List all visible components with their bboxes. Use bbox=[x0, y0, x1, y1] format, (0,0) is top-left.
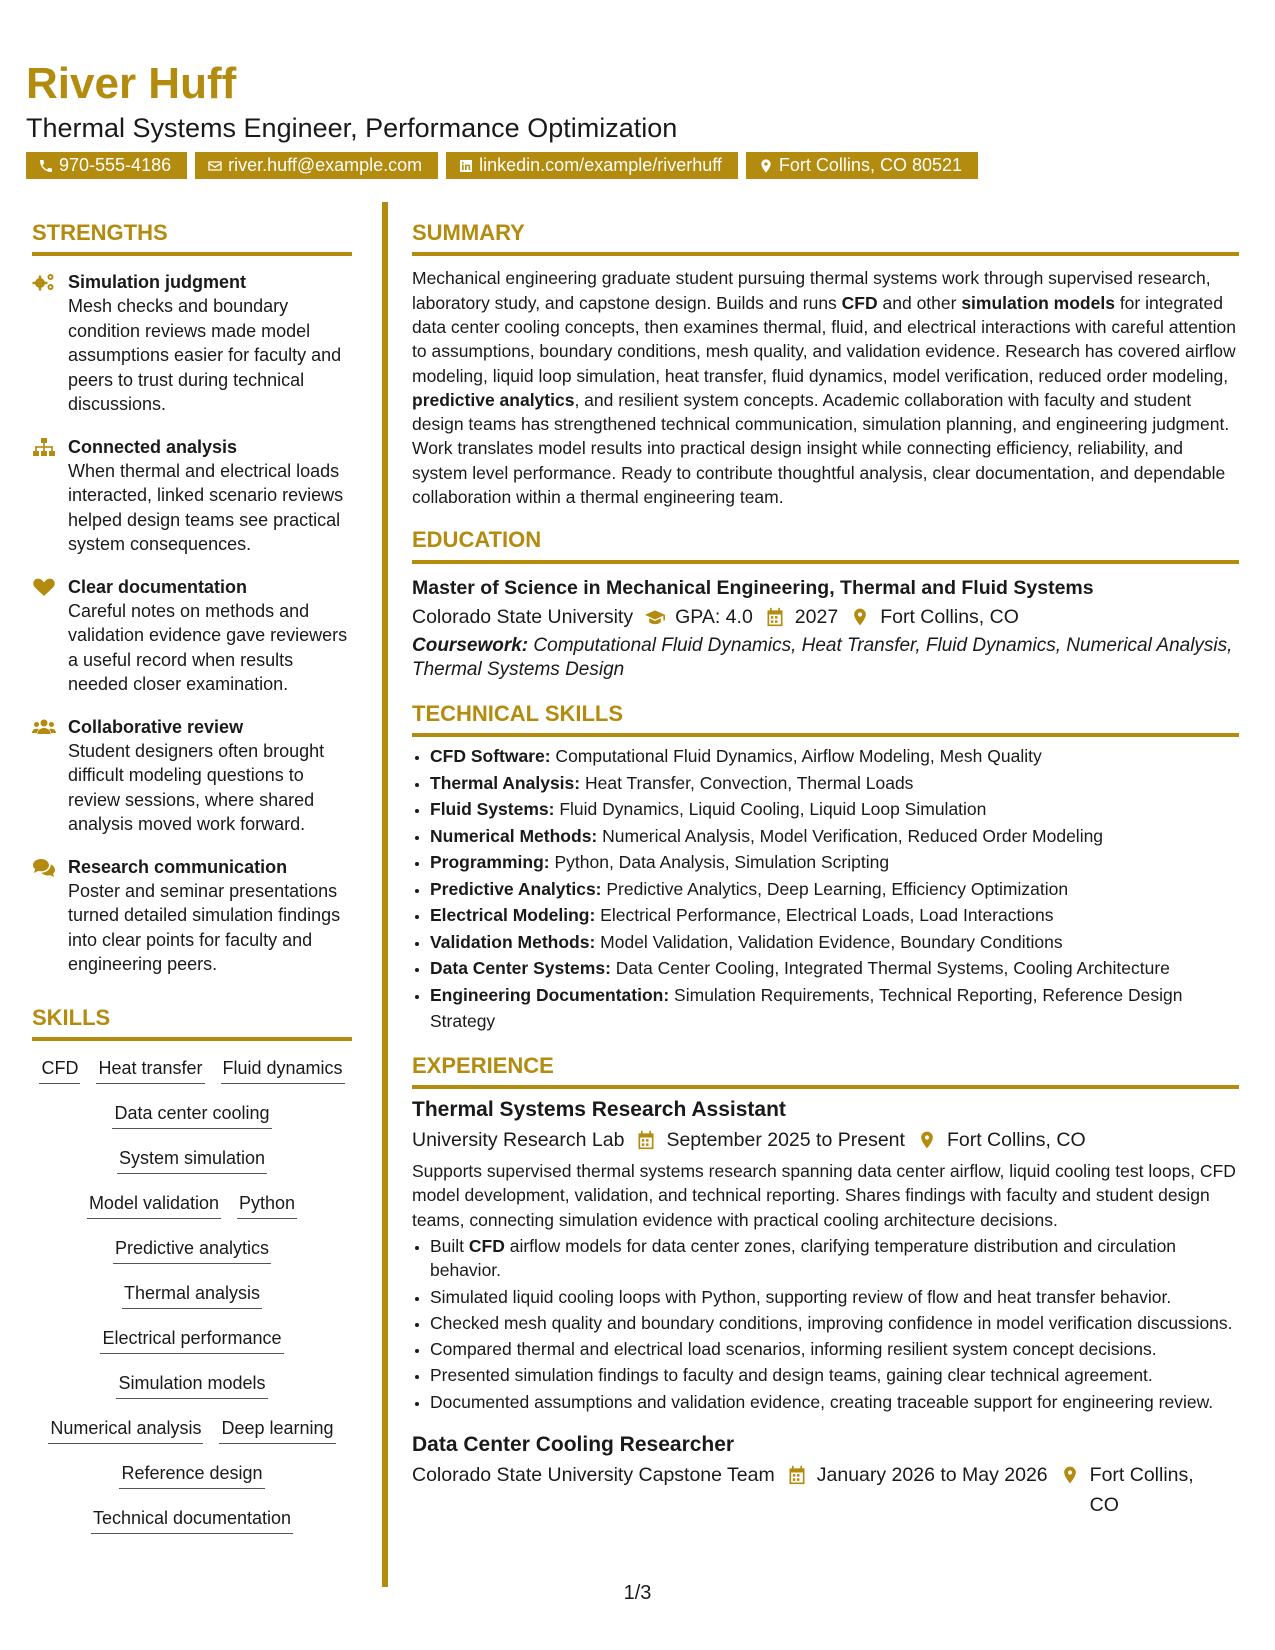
contact-bar bbox=[26, 152, 978, 179]
summary-part: , and resilient system concepts. Academic collaboration with faculty and student design teams has strengthened technical communication, simulation planning, and engineering judgment. Work translates model results into practical design insight while connecting efficiency, reliability, and system level performance. Ready to contribute thoughtful analysis, clear documentation, and dependable collaboration within a thermal engineering team. bbox=[412, 389, 1230, 508]
job-bullets bbox=[412, 1234, 1239, 1414]
technical-skill-label: Validation Methods: bbox=[430, 931, 596, 952]
skills-tags bbox=[32, 1055, 352, 1550]
degree-title: Master of Science in Mechanical Engineering, Thermal and Fluid Systems bbox=[412, 576, 1094, 599]
location-chip[interactable] bbox=[746, 152, 978, 179]
linkedin-chip[interactable] bbox=[446, 152, 738, 179]
skill-tag: Deep learning bbox=[219, 1415, 335, 1444]
skills-row bbox=[32, 1460, 352, 1505]
skill-tag: System simulation bbox=[117, 1145, 267, 1174]
summary-bold: CFD bbox=[841, 292, 878, 313]
job-bullet: • Presented simulation findings to faculty and design teams, gaining clear technical agreement. bbox=[430, 1363, 1239, 1387]
skill-tag: Reference design bbox=[119, 1460, 264, 1489]
job-org: Colorado State University Capstone Team bbox=[412, 1464, 775, 1486]
skill-tag: Simulation models bbox=[116, 1370, 267, 1399]
technical-skill-label: Data Center Systems: bbox=[430, 958, 611, 979]
linkedin-icon bbox=[458, 158, 474, 174]
summary-part: and other bbox=[877, 292, 962, 313]
summary-bold: simulation models bbox=[961, 292, 1115, 313]
technical-skill-value: Python, Data Analysis, Simulation Scripting bbox=[549, 852, 890, 873]
technical-skill-label: Predictive Analytics: bbox=[430, 878, 602, 899]
experience-heading: EXPERIENCE bbox=[412, 1053, 1239, 1089]
strength-title: Research communication bbox=[68, 856, 288, 877]
strength-item bbox=[32, 435, 352, 557]
skill-tag: Electrical performance bbox=[100, 1325, 283, 1354]
school-name: Colorado State University bbox=[412, 605, 634, 628]
gears-icon bbox=[32, 272, 56, 292]
calendar-icon bbox=[636, 1130, 656, 1150]
skill-tag: Data center cooling bbox=[112, 1100, 271, 1129]
skill-tag: Numerical analysis bbox=[48, 1415, 203, 1444]
technical-skill-value: Computational Fluid Dynamics, Airflow Modeling, Mesh Quality bbox=[550, 746, 1042, 767]
technical-skills-heading: TECHNICAL SKILLS bbox=[412, 701, 1239, 737]
map-pin-icon bbox=[917, 1130, 937, 1150]
job-dates: September 2025 to Present bbox=[666, 1129, 905, 1152]
strength-item bbox=[32, 270, 352, 417]
technical-skill-item bbox=[430, 770, 1239, 797]
gpa: GPA: 4.0 bbox=[675, 605, 753, 628]
job-meta-2 bbox=[412, 1460, 1239, 1520]
left-column bbox=[32, 220, 352, 1550]
candidate-name: River Huff bbox=[26, 59, 237, 108]
skills-row bbox=[32, 1370, 352, 1415]
job-meta-1 bbox=[412, 1125, 1239, 1155]
calendar-icon bbox=[765, 607, 785, 627]
education-meta bbox=[412, 602, 1239, 632]
technical-skill-item bbox=[430, 982, 1239, 1035]
strength-item bbox=[32, 855, 352, 977]
job-dates: January 2026 to May 2026 bbox=[816, 1464, 1048, 1486]
job-bullet: • Checked mesh quality and boundary conditions, improving confidence in model verification discussions. bbox=[430, 1311, 1239, 1335]
technical-skill-value: Electrical Performance, Electrical Loads, Load Interactions bbox=[595, 905, 1054, 926]
email-text: river.huff@example.com bbox=[228, 155, 423, 175]
right-column bbox=[412, 220, 1239, 1538]
graduation-cap-icon bbox=[645, 607, 665, 627]
technical-skill-label: CFD Software: bbox=[430, 746, 551, 767]
job-location: Fort Collins, CO bbox=[1089, 1464, 1194, 1516]
skills-row bbox=[32, 1235, 352, 1280]
technical-skill-value: Fluid Dynamics, Liquid Cooling, Liquid Loop Simulation bbox=[554, 799, 987, 820]
skill-tag: Model validation bbox=[87, 1190, 221, 1219]
technical-skill-item bbox=[430, 876, 1239, 903]
strength-desc: Mesh checks and boundary condition reviews made model assumptions easier for faculty and peers to trust during technical discussions. bbox=[68, 296, 342, 415]
job-title: Thermal Systems Engineer, Performance Optimization bbox=[26, 113, 678, 143]
phone-text: 970-555-4186 bbox=[59, 155, 172, 175]
technical-skills-list bbox=[412, 743, 1239, 1035]
map-pin-icon bbox=[758, 158, 774, 174]
technical-skill-value: Numerical Analysis, Model Verification, Reduced Order Modeling bbox=[597, 825, 1104, 846]
strength-title: Simulation judgment bbox=[68, 272, 246, 293]
summary-heading: SUMMARY bbox=[412, 220, 1239, 256]
sitemap-icon bbox=[32, 437, 56, 457]
coursework-label: Coursework: bbox=[412, 634, 529, 656]
location-text: Fort Collins, CO 80521 bbox=[778, 155, 962, 175]
technical-skill-item bbox=[430, 849, 1239, 876]
job-org: University Research Lab bbox=[412, 1129, 625, 1152]
summary-section bbox=[412, 220, 1239, 509]
summary-text bbox=[412, 266, 1239, 509]
summary-part: Mechanical engineering graduate student pursuing thermal systems work through supervised research, laboratory study, and capstone design. Builds and runs bbox=[412, 268, 1211, 313]
technical-skill-label: Engineering Documentation: bbox=[430, 984, 670, 1005]
map-pin-icon bbox=[850, 607, 870, 627]
skills-row bbox=[32, 1190, 352, 1235]
technical-skill-value: Model Validation, Validation Evidence, Boundary Conditions bbox=[595, 931, 1063, 952]
email-chip[interactable] bbox=[195, 152, 438, 179]
technical-skill-item bbox=[430, 743, 1239, 770]
strength-title: Collaborative review bbox=[68, 716, 244, 737]
education-location: Fort Collins, CO bbox=[880, 605, 1019, 628]
job-bullet: • Simulated liquid cooling loops with Python, supporting review of flow and heat transfer behavior. bbox=[430, 1285, 1239, 1309]
skill-tag: Python bbox=[237, 1190, 297, 1219]
technical-skills-section bbox=[412, 701, 1239, 1035]
technical-skill-item bbox=[430, 955, 1239, 982]
skills-row bbox=[32, 1505, 352, 1550]
calendar-icon bbox=[787, 1465, 807, 1485]
skill-tag: CFD bbox=[39, 1055, 80, 1084]
strength-desc: Careful notes on methods and validation evidence gave reviewers a useful record when results needed closer examination. bbox=[68, 600, 348, 695]
phone-icon bbox=[38, 158, 54, 174]
skills-row bbox=[32, 1415, 352, 1460]
skills-heading: SKILLS bbox=[32, 1005, 352, 1041]
skills-row bbox=[32, 1055, 352, 1100]
map-pin-icon bbox=[1060, 1465, 1080, 1485]
bullet-part: airflow models for data center zones, clarifying temperature distribution and circulation behavior. bbox=[430, 1235, 1177, 1281]
skill-tag: Technical documentation bbox=[91, 1505, 293, 1534]
strength-item bbox=[32, 575, 352, 697]
bullet-part: Built bbox=[430, 1235, 469, 1256]
job-title-1: Thermal Systems Research Assistant bbox=[412, 1098, 786, 1122]
coursework-list: Computational Fluid Dynamics, Heat Transfer, Fluid Dynamics, Numerical Analysis, Thermal Systems Design bbox=[412, 634, 1233, 681]
strength-title: Clear documentation bbox=[68, 576, 248, 597]
technical-skill-value: Data Center Cooling, Integrated Thermal Systems, Cooling Architecture bbox=[610, 958, 1170, 979]
bullet-bold: CFD bbox=[468, 1235, 505, 1256]
technical-skill-item bbox=[430, 902, 1239, 929]
job-bullet bbox=[430, 1234, 1239, 1283]
technical-skill-label: Programming: bbox=[430, 852, 550, 873]
education-section bbox=[412, 527, 1239, 682]
job-title-2: Data Center Cooling Researcher bbox=[412, 1433, 735, 1456]
page-number: 1/3 bbox=[623, 1582, 652, 1604]
job-location: Fort Collins, CO bbox=[946, 1129, 1086, 1152]
skill-tag: Heat transfer bbox=[96, 1055, 204, 1084]
strength-title: Connected analysis bbox=[68, 436, 238, 457]
technical-skill-label: Numerical Methods: bbox=[430, 825, 598, 846]
education-heading: EDUCATION bbox=[412, 527, 1239, 563]
skills-row bbox=[32, 1100, 352, 1145]
strength-item bbox=[32, 715, 352, 837]
linkedin-text: linkedin.com/example/riverhuff bbox=[479, 155, 722, 175]
strengths-heading: STRENGTHS bbox=[32, 220, 352, 256]
strength-desc: Poster and seminar presentations turned detailed simulation findings into clear points for faculty and engineering peers. bbox=[68, 880, 341, 975]
summary-part: for integrated data center cooling concepts, then examines thermal, fluid, and electrical interactions with careful attention to assumptions, boundary conditions, mesh quality, and validation evidence. Research has covered airflow modeling, liquid loop simulation, heat transfer, fluid dynamics, model verification, reduced order modeling, bbox=[412, 292, 1236, 386]
technical-skill-label: Thermal Analysis: bbox=[430, 772, 581, 793]
envelope-icon bbox=[207, 158, 223, 174]
grad-year: 2027 bbox=[794, 605, 839, 628]
technical-skill-value: Heat Transfer, Convection, Thermal Loads bbox=[580, 772, 914, 793]
strength-desc: Student designers often brought difficult modeling questions to review sessions, where shared analysis moved work forward. bbox=[68, 740, 325, 835]
column-divider bbox=[382, 202, 388, 1587]
skills-row bbox=[32, 1325, 352, 1370]
experience-section bbox=[412, 1053, 1239, 1520]
job-bullet: • Documented assumptions and validation evidence, creating traceable support for engineering review. bbox=[430, 1390, 1239, 1414]
technical-skill-label: Electrical Modeling: bbox=[430, 905, 596, 926]
technical-skill-value: Predictive Analytics, Deep Learning, Efficiency Optimization bbox=[601, 878, 1069, 899]
technical-skill-label: Fluid Systems: bbox=[430, 799, 555, 820]
technical-skill-item bbox=[430, 823, 1239, 850]
phone-chip[interactable] bbox=[26, 152, 187, 179]
skills-row bbox=[32, 1280, 352, 1325]
skill-tag: Fluid dynamics bbox=[221, 1055, 345, 1084]
technical-skill-item bbox=[430, 929, 1239, 956]
coursework bbox=[412, 634, 1239, 683]
comments-icon bbox=[32, 857, 56, 877]
skills-section bbox=[32, 1005, 352, 1550]
job-description: Supports supervised thermal systems research spanning data center airflow, liquid cooling test loops, CFD model development, validation, and technical reporting. Shares findings with faculty and student design teams, connecting simulation evidence with practical cooling architecture decisions. bbox=[412, 1161, 1236, 1230]
technical-skill-value: Simulation Requirements, Technical Reporting, Reference Design Strategy bbox=[430, 984, 1183, 1032]
job-bullet: • Compared thermal and electrical load scenarios, informing resilient system concept decisions. bbox=[430, 1337, 1239, 1361]
skill-tag: Thermal analysis bbox=[122, 1280, 262, 1309]
strength-desc: When thermal and electrical loads interacted, linked scenario reviews helped design teams see practical system consequences. bbox=[68, 460, 344, 555]
summary-bold: predictive analytics bbox=[412, 389, 575, 410]
technical-skill-item bbox=[430, 796, 1239, 823]
skills-row bbox=[32, 1145, 352, 1190]
heart-icon bbox=[32, 577, 56, 597]
users-icon bbox=[32, 717, 56, 737]
skill-tag: Predictive analytics bbox=[113, 1235, 271, 1264]
